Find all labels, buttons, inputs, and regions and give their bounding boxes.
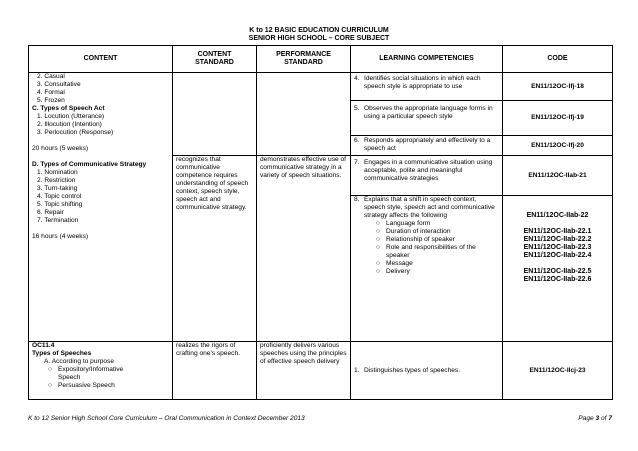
bullet-text: Duration of interaction (386, 228, 451, 235)
footer-text: K to 12 Senior High School Core Curriculum – Oral Communication in Context December 2013 (28, 415, 305, 422)
competency-cell (351, 73, 503, 101)
bullet-text: Persuasive Speech (58, 382, 115, 389)
hours-c: 20 hours (5 weeks) (32, 145, 89, 152)
bullet-icon: ○ (376, 236, 380, 243)
bullet-text: Role and responsibilities of the speaker (386, 244, 476, 259)
content-line: 3. Perlocution (Response) (37, 129, 114, 136)
code-stack-cell (503, 196, 613, 342)
page-of: of (599, 415, 609, 422)
section-c-title: C. Types of Speech Act (32, 105, 105, 112)
bullet-text: Language form (386, 220, 431, 227)
content-line: 1. Nomination (37, 169, 78, 176)
code-line: EN11/12OC-IIab-22 (526, 212, 589, 219)
content-line: A. According to purpose (44, 358, 115, 365)
bullet-icon: ○ (48, 382, 52, 389)
bullet-text: Relationship of speaker (386, 236, 455, 243)
competency-cell (351, 136, 503, 156)
performance-standard-cell: demonstrates effective use of communicative strategy in a variety of speech situations. (257, 156, 351, 342)
col-code: CODE (503, 46, 613, 73)
page-prefix: Page (578, 415, 596, 422)
competency-number: 5. (354, 105, 360, 112)
bullet-icon: ○ (376, 220, 380, 227)
col-performance-standard (257, 46, 351, 73)
bullet-text: Speech (58, 374, 81, 381)
competency-number: 8. (354, 196, 360, 203)
col-performance-l1: PERFORMANCE (276, 51, 331, 58)
bullet-icon: ○ (376, 260, 380, 267)
doc-header-title: K to 12 BASIC EDUCATION CURRICULUM (249, 27, 389, 34)
competency-cell (351, 342, 503, 400)
performance-standard-empty (257, 73, 351, 156)
competency-number: 7. (354, 159, 360, 166)
code-cell: EN11/12OC-Ifj-18 (503, 73, 613, 101)
competency-text: Responds appropriately and effectively to a speech act (364, 137, 491, 152)
code-line: EN11/12OC-IIab-22.3 (523, 244, 592, 251)
content-line: 2. Casual (37, 73, 65, 80)
table-header-row (29, 46, 613, 73)
col-content: CONTENT (29, 46, 173, 73)
code-cell: EN11/12OC-Ifj-20 (503, 136, 613, 156)
competency-number: 4. (354, 75, 360, 82)
competency-cell (351, 156, 503, 196)
page-number (578, 415, 612, 422)
doc-header-subtitle: SENIOR HIGH SCHOOL – CORE SUBJECT (248, 35, 390, 42)
content-standard-cell: realizes the rigors of crafting one's speech. (173, 342, 257, 400)
competency-text: Explains that a shift in speech context, speech style, speech act and communicative strategy affects the following (364, 196, 495, 219)
bullet-icon: ○ (376, 268, 380, 275)
competency-text: Distinguishes types of speeches. (364, 366, 461, 374)
col-content-standard-l1: CONTENT (197, 51, 232, 58)
code-line: EN11/12OC-IIab-22.2 (523, 236, 592, 243)
competency-cell (351, 101, 503, 136)
content-line: 1. Locution (Utterance) (37, 113, 105, 120)
content-line: 2. Illocution (Intention) (37, 121, 102, 128)
table-row (29, 342, 613, 400)
bullet-text: Expository/Informative (58, 366, 124, 373)
content-line: 3. Consultative (37, 81, 81, 88)
competency-number: 6. (354, 137, 360, 144)
hours-d: 16 hours (4 weeks) (32, 233, 89, 240)
code-cell: EN11/12OC-Ifj-19 (503, 101, 613, 136)
competency-cell (351, 196, 503, 342)
bullet-icon: ○ (376, 228, 380, 235)
content-cell-1 (29, 73, 173, 342)
content-line: 6. Repair (37, 209, 64, 216)
page-current: 3 (595, 415, 600, 422)
col-competencies: LEARNING COMPETENCIES (351, 46, 503, 73)
content-line: 2. Restriction (37, 177, 76, 184)
page-total: 7 (608, 415, 612, 422)
content-line: 5. Topic shifting (37, 201, 83, 208)
section-d-title: D. Types of Communicative Strategy (32, 161, 147, 168)
content-line: 5. Frozen (37, 97, 65, 104)
bullet-icon: ○ (376, 244, 380, 251)
bullet-icon: ○ (48, 366, 52, 373)
section2-code: OC11.4 (32, 342, 55, 349)
page-footer (28, 415, 612, 422)
col-performance-l2: STANDARD (284, 59, 323, 66)
competency-text: Identifies social situations in which each speech style is appropriate to use (364, 75, 481, 90)
competency-number: 1. (354, 366, 360, 374)
content-standard-cell: recognizes that communicative competence requires understanding of speech context, speech style, speech act and communicative strategy. (173, 156, 257, 342)
code-line: EN11/12OC-IIab-22.4 (523, 252, 592, 259)
col-content-standard (173, 46, 257, 73)
col-content-standard-l2: STANDARD (195, 59, 234, 66)
code-cell: EN11/12OC-IIab-21 (503, 156, 613, 196)
bullet-text: Message (386, 260, 413, 267)
content-line: 4. Formal (37, 89, 65, 96)
bullet-text: Delivery (386, 268, 410, 275)
content-line: 4. Topic control (37, 193, 82, 200)
code-line: EN11/12OC-IIab-22.6 (523, 276, 592, 283)
content-line: 3. Turn-taking (37, 185, 78, 192)
code-line: EN11/12OC-IIab-22.5 (523, 268, 592, 275)
competency-text: Engages in a communicative situation using acceptable, polite and meaningful communicative strategies (364, 159, 493, 182)
content-cell-2 (29, 342, 173, 400)
content-line: 7. Termination (37, 217, 79, 224)
performance-standard-cell: proficiently delivers various speeches using the principles of effective speech delivery (257, 342, 351, 400)
table-row (29, 73, 613, 101)
section2-title: Types of Speeches (32, 350, 92, 357)
code-line: EN11/12OC-IIab-22.1 (523, 228, 592, 235)
curriculum-table (28, 45, 613, 400)
competency-text: Observes the appropriate language forms in using a particular speech style (364, 105, 493, 120)
code-cell: EN11/12OC-IIcj-23 (503, 342, 613, 400)
content-standard-empty (173, 73, 257, 156)
